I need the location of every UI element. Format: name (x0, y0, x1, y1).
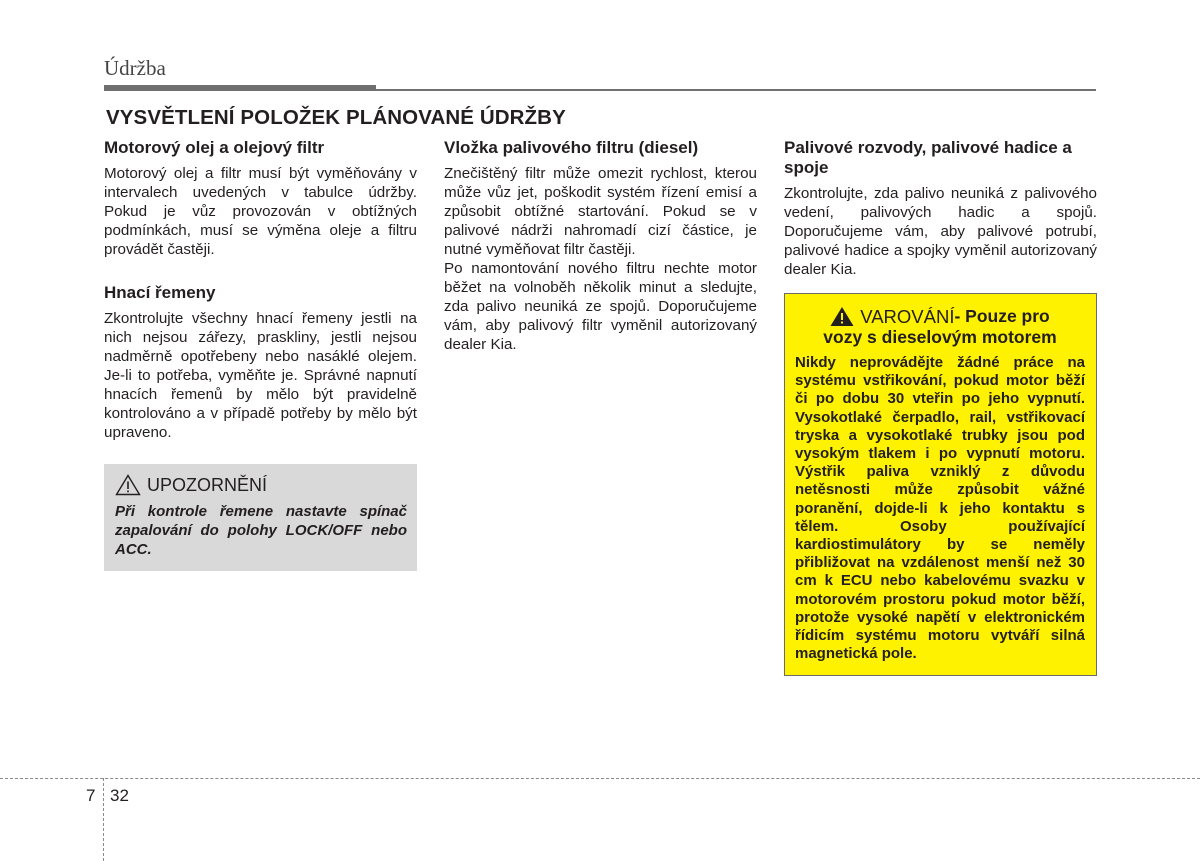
caution-triangle-icon (115, 474, 141, 496)
header-title: Údržba (104, 56, 166, 80)
caution-box (104, 464, 417, 571)
text-fuel-lines: Zkontrolujte, zda palivo neuniká z palivového vedení, palivových hadic a spojů. Doporučujeme vám, aby palivové potrubí, palivové hadice a spojky vyměnil autorizovaný dealer Kia. (784, 185, 1097, 278)
warning-subtitle-1: - Pouze pro (954, 306, 1050, 326)
column-3 (784, 138, 1097, 676)
warning-subtitle-2: vozy s dieselovým motorem (823, 327, 1057, 347)
page-number: 32 (110, 786, 129, 805)
text-engine-oil: Motorový olej a filtr musí být vyměňovány v intervalech uvedených v tabulce údržby. Pokud je vůz provozován v obtížných podmínkách, musí se výměna oleje a filtru provádět častěji. (104, 165, 417, 258)
caution-label: UPOZORNĚNÍ (147, 474, 268, 495)
footer-dashed-vline (103, 778, 104, 861)
chapter-number: 7 (86, 786, 96, 805)
warning-text: Nikdy neprovádějte žádné práce na systému vstřikování, pokud motor běží či po dobu 30 vteřin po jeho vypnutí. Vysokotlaké čerpadlo, rail, vstřikovací tryska a vysokotlaké trubky jsou pod vysokým tlakem i po vypnutí motoru. Výstřik paliva vzniklý z důvodu netěsnosti může způsobit vážné poranění, dojde-li k jeho kontaktu s tělem. Osoby používající kardiostimulátory by se neměly přibližovat na vzdálenost menší než 30 cm k ECU nebo kabelovému svazku v motorovém prostoru pokud motor běží, protože vysoké napětí v elektronickém řídicím systému motoru vytváří silná magnetická pole. (795, 354, 1085, 663)
header-rule-thin (376, 89, 1096, 91)
caution-text: Při kontrole řemene nastavte spínač zapalování do polohy LOCK/OFF nebo ACC. (115, 503, 407, 558)
heading-fuel-filter: Vložka palivového filtru (diesel) (444, 138, 699, 157)
warning-label: VAROVÁNÍ (860, 306, 955, 327)
warning-triangle-icon (830, 306, 854, 327)
section-title: VYSVĚTLENÍ POLOŽEK PLÁNOVANÉ ÚDRŽBY (106, 106, 566, 129)
heading-fuel-lines: Palivové rozvody, palivové hadice a spoje (784, 138, 1072, 177)
heading-drive-belts: Hnací řemeny (104, 283, 216, 302)
column-2 (444, 138, 757, 354)
warning-box (784, 293, 1097, 676)
text-fuel-filter-2: Po namontování nového filtru nechte motor běžet na volnoběh několik minut a sledujte, zda palivo neuniká ze spojů. Doporučujeme vám, aby palivový filtr vyměnil autorizovaný dealer Kia. (444, 260, 757, 353)
column-1 (104, 138, 417, 571)
header-rule-thick (104, 85, 376, 91)
footer-dashed-line (0, 778, 1200, 779)
warning-header (795, 306, 1085, 348)
text-drive-belts: Zkontrolujte všechny hnací řemeny jestli na nich nejsou zářezy, praskliny, jestli nejsou nadměrně opotřebeny nebo nasáklé olejem. Je-li to potřeba, vyměňte je. Správné napnutí hnacích řemenů by mělo být pravidelně kontrolováno a v případě potřeby by mělo být upraveno. (104, 310, 417, 441)
caution-header (115, 474, 407, 496)
heading-engine-oil: Motorový olej a olejový filtr (104, 138, 325, 157)
text-fuel-filter: Znečištěný filtr může omezit rychlost, kterou může vůz jet, poškodit systém řízení emisí a způsobit obtížné startování. Pokud se v palivové nádrži nahromadí cizí částice, je nutné vyměňovat filtr častěji. (444, 165, 757, 258)
